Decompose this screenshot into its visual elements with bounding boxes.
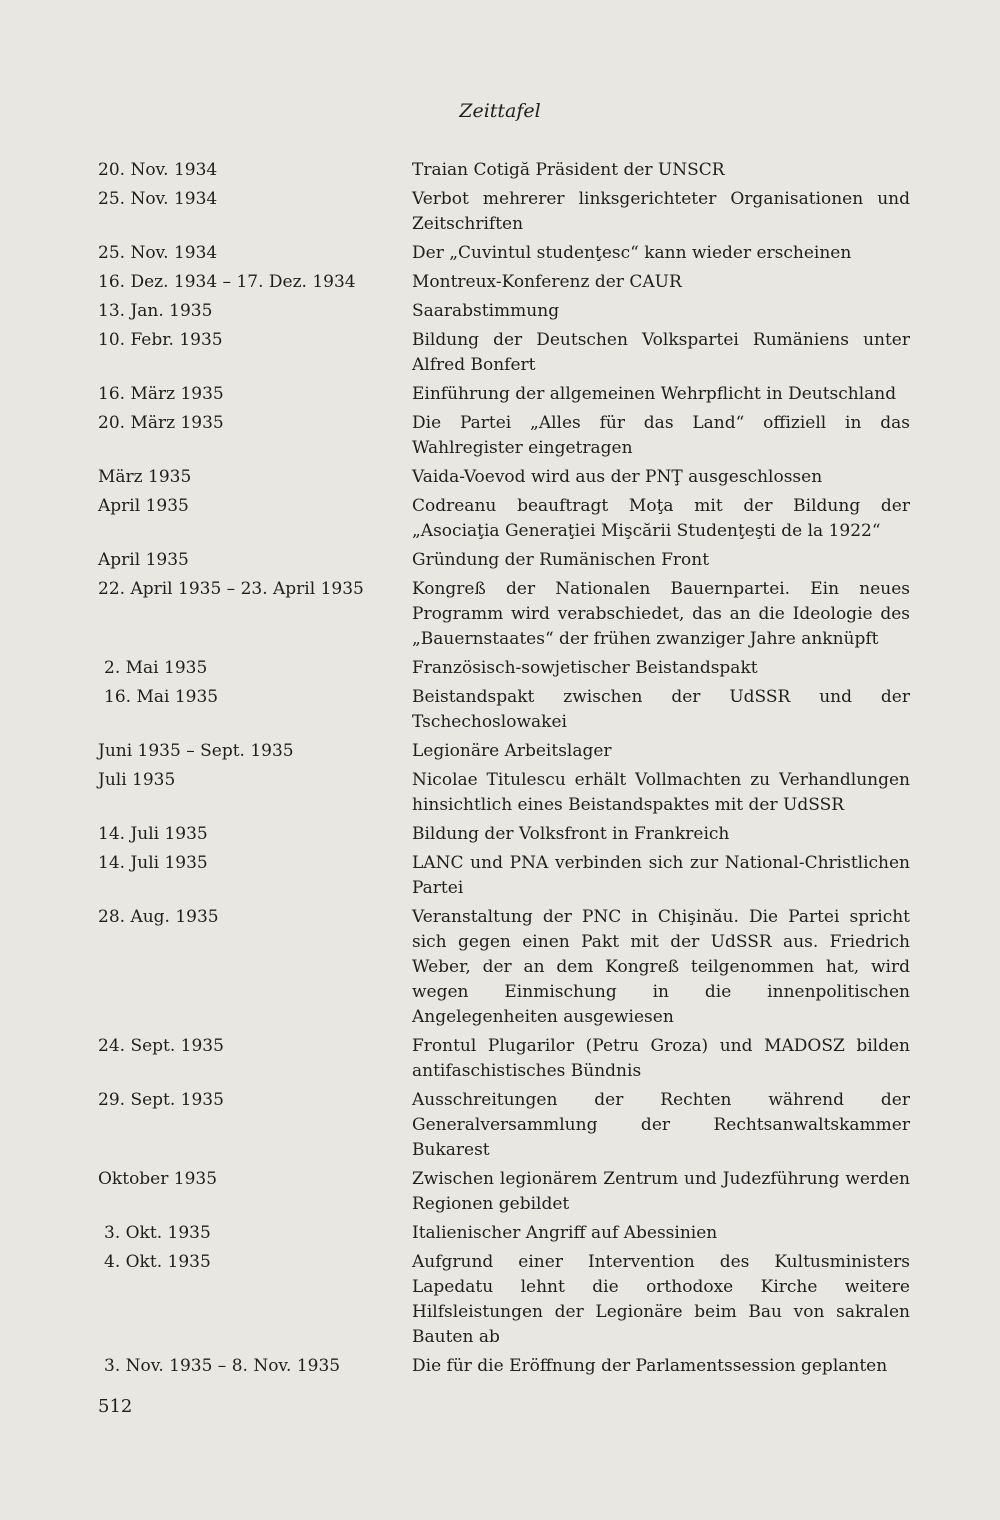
entry-date: 4. Okt. 1935 <box>104 1252 211 1272</box>
chronology-entry <box>98 270 910 295</box>
chronology-entry <box>98 382 910 407</box>
entry-description: Der „Cuvintul studenţesc“ kann wieder erscheinen <box>412 243 852 263</box>
entry-description: Saarabstimmung <box>412 301 560 321</box>
entry-description: Aufgrund einer Intervention des Kultusministers Lapedatu lehnt die orthodoxe Kirche weitere Hilfsleistungen der Legionäre beim Bau von sakralen Bauten ab <box>412 1252 910 1347</box>
chronology-table <box>98 158 910 1383</box>
entry-description: Die für die Eröffnung der Parlamentssession geplanten <box>412 1356 888 1376</box>
entry-description: Italienischer Angriff auf Abessinien <box>412 1223 718 1243</box>
entry-date: 3. Nov. 1935 – 8. Nov. 1935 <box>104 1356 341 1376</box>
entry-description: Codreanu beauftragt Moţa mit der Bildung der „Asociaţia Generaţiei Mişcării Studenţeşti de la 1922“ <box>412 496 910 541</box>
entry-description: Zwischen legionärem Zentrum und Judezführung werden Regionen gebildet <box>412 1169 910 1214</box>
chronology-entry <box>98 1088 910 1163</box>
chronology-entry <box>98 158 910 183</box>
entry-description: Legionäre Arbeitslager <box>412 741 612 761</box>
entry-date: März 1935 <box>98 467 192 487</box>
entry-description: Gründung der Rumänischen Front <box>412 550 710 570</box>
entry-description: Die Partei „Alles für das Land“ offiziell in das Wahlregister eingetragen <box>412 413 910 458</box>
chronology-entry <box>98 577 910 652</box>
entry-date: 24. Sept. 1935 <box>98 1036 224 1056</box>
entry-date: 20. Nov. 1934 <box>98 160 218 180</box>
chronology-entry <box>98 1250 910 1350</box>
entry-description: Traian Cotigă Präsident der UNSCR <box>412 160 725 180</box>
entry-description: Vaida-Voevod wird aus der PNŢ ausgeschlossen <box>412 467 823 487</box>
entry-date: 25. Nov. 1934 <box>98 189 218 209</box>
entry-date: April 1935 <box>98 496 189 516</box>
entry-date: 22. April 1935 – 23. April 1935 <box>98 579 364 599</box>
entry-date: 16. März 1935 <box>98 384 224 404</box>
entry-description: Nicolae Titulescu erhält Vollmachten zu Verhandlungen hinsichtlich eines Beistandspaktes mit der UdSSR <box>412 770 910 815</box>
chronology-entry <box>98 1167 910 1217</box>
entry-date: 16. Dez. 1934 – 17. Dez. 1934 <box>98 272 356 292</box>
entry-description: Französisch-sowjetischer Beistandspakt <box>412 658 758 678</box>
entry-date: Juli 1935 <box>98 770 176 790</box>
entry-date: 20. März 1935 <box>98 413 224 433</box>
entry-description: Ausschreitungen der Rechten während der Generalversammlung der Rechtsanwaltskammer Bukarest <box>412 1090 910 1160</box>
entry-date: April 1935 <box>98 550 189 570</box>
entry-date: 16. Mai 1935 <box>104 687 219 707</box>
entry-description: Veranstaltung der PNC in Chişinău. Die Partei spricht sich gegen einen Pakt mit der UdSSR aus. Friedrich Weber, der an dem Kongreß teilgenommen hat, wird wegen Einmischung in die innenpolitischen Angelegenheiten ausgewiesen <box>412 907 910 1027</box>
entry-description: Bildung der Volksfront in Frankreich <box>412 824 730 844</box>
entry-date: Oktober 1935 <box>98 1169 218 1189</box>
entry-date: 3. Okt. 1935 <box>104 1223 211 1243</box>
entry-description: Einführung der allgemeinen Wehrpflicht in Deutschland <box>412 384 897 404</box>
chronology-entry <box>98 768 910 818</box>
chronology-entry <box>98 494 910 544</box>
chronology-entry <box>98 905 910 1030</box>
entry-date: 29. Sept. 1935 <box>98 1090 224 1110</box>
chronology-entry <box>98 328 910 378</box>
entry-description: Montreux-Konferenz der CAUR <box>412 272 682 292</box>
entry-description: Bildung der Deutschen Volkspartei Rumäniens unter Alfred Bonfert <box>412 330 910 375</box>
chronology-entry <box>98 1034 910 1084</box>
entry-date: 10. Febr. 1935 <box>98 330 223 350</box>
entry-date: 2. Mai 1935 <box>104 658 208 678</box>
page-number: 512 <box>98 1396 133 1417</box>
chronology-entry <box>98 822 910 847</box>
entry-description: Kongreß der Nationalen Bauernpartei. Ein neues Programm wird verabschiedet, das an die Ideologie des „Bauernstaates“ der frühen zwanziger Jahre anknüpft <box>412 579 910 649</box>
entry-date: 14. Juli 1935 <box>98 853 208 873</box>
entry-date: Juni 1935 – Sept. 1935 <box>98 741 294 761</box>
entry-date: 14. Juli 1935 <box>98 824 208 844</box>
chronology-entry <box>98 851 910 901</box>
chronology-entry <box>98 1354 910 1379</box>
chronology-entry <box>98 411 910 461</box>
entry-description: Verbot mehrerer linksgerichteter Organisationen und Zeitschriften <box>412 189 910 234</box>
entry-date: 28. Aug. 1935 <box>98 907 219 927</box>
chronology-entry <box>98 685 910 735</box>
entry-description: Beistandspakt zwischen der UdSSR und der Tschechoslowakei <box>412 687 910 732</box>
chronology-entry <box>98 241 910 266</box>
chronology-entry <box>98 548 910 573</box>
running-header: Zeittafel <box>459 100 541 122</box>
chronology-entry <box>98 739 910 764</box>
chronology-entry <box>98 187 910 237</box>
entry-date: 13. Jan. 1935 <box>98 301 213 321</box>
chronology-entry <box>98 299 910 324</box>
entry-description: Frontul Plugarilor (Petru Groza) und MADOSZ bilden antifaschistisches Bündnis <box>412 1036 910 1081</box>
entry-description: LANC und PNA verbinden sich zur National-Christlichen Partei <box>412 853 910 898</box>
chronology-entry <box>98 465 910 490</box>
chronology-entry <box>98 656 910 681</box>
entry-date: 25. Nov. 1934 <box>98 243 218 263</box>
chronology-entry <box>98 1221 910 1246</box>
